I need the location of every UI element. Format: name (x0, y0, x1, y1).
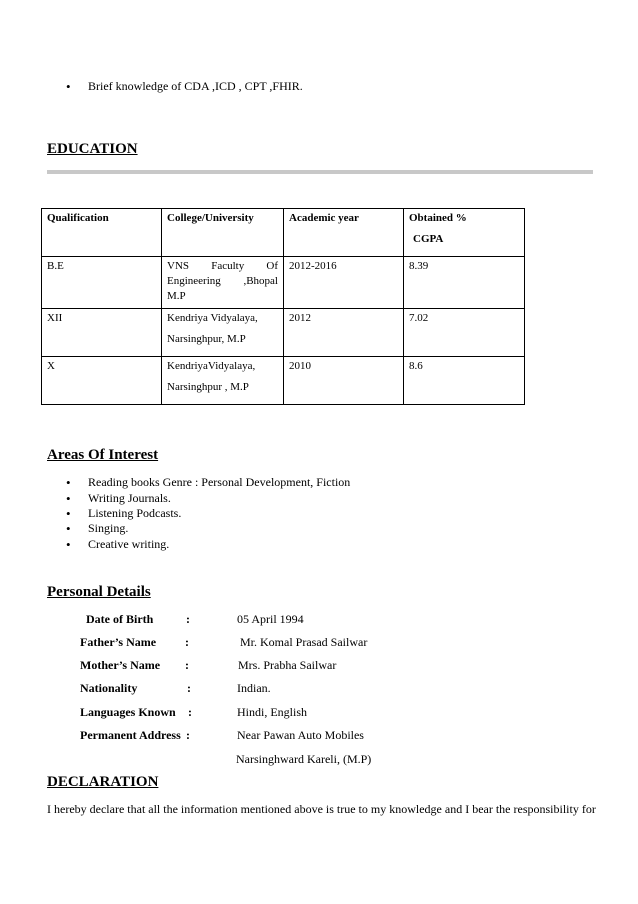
value-date-of-birth: 05 April 1994 (237, 612, 304, 626)
cell-qualification: X (42, 357, 162, 405)
bullet-icon: • (66, 79, 71, 94)
label-languages: Languages Known (80, 705, 176, 719)
label-mother-name: Mother’s Name (80, 658, 161, 672)
header-college: College/University (162, 209, 284, 257)
cell-qualification: B.E (42, 257, 162, 309)
label-date-of-birth: Date of Birth (86, 612, 154, 626)
list-item (66, 475, 466, 491)
cell-score: 8.6 (404, 357, 525, 405)
declaration-heading: DECLARATION (47, 774, 159, 790)
header-qualification: Qualification (42, 209, 162, 257)
value-father-name: Mr. Komal Prasad Sailwar (240, 635, 368, 649)
college-line-1: Kendriya Vidyalaya, (167, 312, 258, 324)
list-item-text: Reading books Genre : Personal Development, Fiction (88, 475, 351, 489)
list-item (66, 506, 466, 522)
value-address-line-2: Narsinghward Kareli, (M.P) (236, 752, 372, 766)
colon: : (186, 728, 190, 742)
cell-college: VNS Faculty Of Engineering ,Bhopal M.P (162, 257, 284, 309)
value-languages: Hindi, English (237, 705, 308, 719)
header-score-label: Obtained % (409, 212, 467, 224)
value-address: Near Pawan Auto Mobiles (237, 728, 364, 742)
cell-college (162, 309, 284, 357)
bullet-icon: • (66, 491, 71, 506)
cell-college (162, 357, 284, 405)
cell-score: 7.02 (404, 309, 525, 357)
bullet-icon: • (66, 521, 71, 536)
colon: : (187, 681, 191, 695)
table-row (42, 257, 525, 309)
list-item (66, 491, 466, 507)
list-item (66, 521, 466, 537)
education-table (41, 208, 525, 405)
cell-year: 2012-2016 (284, 257, 404, 309)
college-line-1: KendriyaVidyalaya, (167, 360, 256, 372)
cell-year: 2010 (284, 357, 404, 405)
list-item-text: Singing. (88, 521, 129, 535)
header-score (404, 209, 525, 257)
colon: : (185, 635, 189, 649)
college-line-2: Narsinghpur, M.P (167, 333, 246, 345)
list-item-text: Creative writing. (88, 537, 170, 551)
colon: : (186, 612, 190, 626)
table-row (42, 357, 525, 405)
label-father-name: Father’s Name (80, 635, 157, 649)
value-mother-name: Mrs. Prabha Sailwar (238, 658, 337, 672)
skill-text: Brief knowledge of CDA ,ICD , CPT ,FHIR. (88, 79, 303, 93)
section-divider (47, 170, 593, 174)
personal-heading: Personal Details (47, 584, 151, 600)
interests-heading: Areas Of Interest (47, 447, 159, 463)
header-score-sub: CGPA (413, 233, 444, 245)
cell-qualification: XII (42, 309, 162, 357)
cell-year: 2012 (284, 309, 404, 357)
cell-score: 8.39 (404, 257, 525, 309)
value-nationality: Indian. (237, 681, 271, 695)
colon: : (185, 658, 189, 672)
declaration-text: I hereby declare that all the information mentioned above is true to my knowledge and I bear the responsibility for (47, 802, 596, 816)
bullet-icon: • (66, 537, 71, 552)
education-heading: EDUCATION (47, 141, 138, 157)
table-row (42, 309, 525, 357)
label-address: Permanent Address (80, 728, 181, 742)
bullet-icon: • (66, 506, 71, 521)
header-year: Academic year (284, 209, 404, 257)
table-header-row (42, 209, 525, 257)
label-nationality: Nationality (80, 681, 138, 695)
skill-bullet (66, 79, 466, 95)
bullet-icon: • (66, 475, 71, 490)
list-item-text: Listening Podcasts. (88, 506, 182, 520)
list-item-text: Writing Journals. (88, 491, 171, 505)
colon: : (188, 705, 192, 719)
college-line-2: Narsinghpur , M.P (167, 381, 249, 393)
list-item (66, 537, 466, 553)
